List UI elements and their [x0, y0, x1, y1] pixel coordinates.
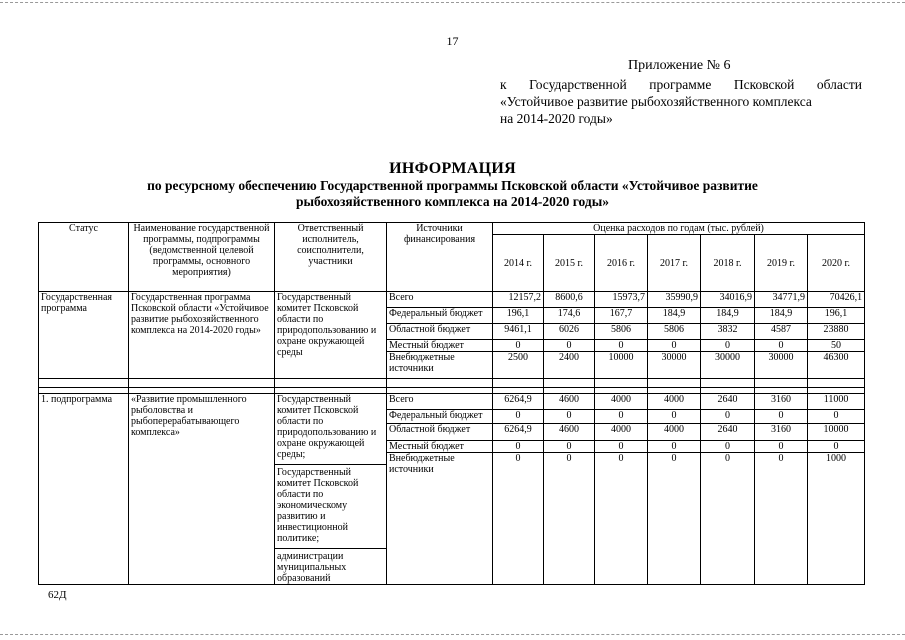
scan-edge-bottom: [0, 634, 905, 635]
value-cell: 0: [648, 452, 701, 584]
value-cell: 174,6: [544, 308, 595, 324]
value-cell: 184,9: [755, 308, 808, 324]
value-cell: 184,9: [701, 308, 755, 324]
value-cell: 12157,2: [493, 292, 544, 308]
value-cell: 0: [595, 440, 648, 452]
table-row: [39, 292, 865, 308]
value-cell: 0: [701, 452, 755, 584]
subprogram-responsible: [275, 394, 387, 585]
value-cell: 34016,9: [701, 292, 755, 308]
page-number: 17: [446, 34, 459, 48]
header-year: 2016 г.: [595, 235, 648, 292]
value-cell: 4587: [755, 324, 808, 340]
value-cell: 0: [755, 340, 808, 352]
value-cell: 0: [595, 410, 648, 424]
value-cell: 10000: [808, 424, 865, 440]
resource-table: [38, 222, 865, 585]
header-estimate: Оценка расходов по годам (тыс. рублей): [493, 223, 865, 235]
header-year: 2015 г.: [544, 235, 595, 292]
appendix-line-3: на 2014-2020 годы»: [500, 111, 613, 126]
header-status: Статус: [39, 223, 129, 292]
value-cell: 0: [755, 410, 808, 424]
source-label: Областной бюджет: [387, 424, 493, 440]
value-cell: 2640: [701, 394, 755, 410]
value-cell: 4000: [648, 394, 701, 410]
value-cell: 35990,9: [648, 292, 701, 308]
value-cell: 5806: [595, 324, 648, 340]
program-responsible: Государственный комитет Псковской области по природопользованию и охране окружающей среды: [275, 292, 387, 379]
value-cell: 0: [755, 452, 808, 584]
value-cell: 0: [493, 340, 544, 352]
value-cell: 11000: [808, 394, 865, 410]
value-cell: 196,1: [493, 308, 544, 324]
appendix-line-2: «Устойчивое развитие рыбохозяйственного комплекса: [500, 94, 812, 109]
value-cell: 6264,9: [493, 394, 544, 410]
value-cell: 0: [544, 452, 595, 584]
header-year: 2014 г.: [493, 235, 544, 292]
appendix-text: [500, 76, 862, 127]
value-cell: 184,9: [648, 308, 701, 324]
value-cell: 70426,1: [808, 292, 865, 308]
value-cell: 9461,1: [493, 324, 544, 340]
source-label: Федеральный бюджет: [387, 308, 493, 324]
value-cell: 50: [808, 340, 865, 352]
value-cell: 0: [808, 410, 865, 424]
value-cell: 2640: [701, 424, 755, 440]
value-cell: 30000: [755, 352, 808, 379]
value-cell: 15973,7: [595, 292, 648, 308]
table-row: [39, 394, 865, 410]
value-cell: 6026: [544, 324, 595, 340]
value-cell: 0: [701, 340, 755, 352]
source-label: Всего: [387, 292, 493, 308]
value-cell: 0: [648, 410, 701, 424]
subprogram-status: 1. подпрограмма: [39, 394, 129, 585]
header-year: 2019 г.: [755, 235, 808, 292]
value-cell: 2400: [544, 352, 595, 379]
value-cell: 8600,6: [544, 292, 595, 308]
header-sources: Источники финансирования: [387, 223, 493, 292]
value-cell: 0: [544, 410, 595, 424]
appendix-line-1: к Государственной программе Псковской области: [500, 77, 862, 92]
value-cell: 30000: [648, 352, 701, 379]
value-cell: 0: [493, 452, 544, 584]
document-heading: ИНФОРМАЦИЯ: [389, 160, 516, 177]
value-cell: 5806: [648, 324, 701, 340]
source-label: Всего: [387, 394, 493, 410]
value-cell: 0: [493, 440, 544, 452]
source-label: Внебюджетные источники: [387, 452, 493, 584]
header-name: Наименование государственной программы, подпрограммы (ведомственной целевой программы, основного мероприятия): [129, 223, 275, 292]
value-cell: 0: [493, 410, 544, 424]
program-name: Государственная программа Псковской области «Устойчивое развитие рыбохозяйственного комплекса на 2014-2020 годы»: [129, 292, 275, 379]
header-year: 2018 г.: [701, 235, 755, 292]
source-label: Местный бюджет: [387, 340, 493, 352]
value-cell: 34771,9: [755, 292, 808, 308]
responsible-entry: администрации муниципальных образований: [277, 551, 347, 584]
subheading-line-1: по ресурсному обеспечению Государственной программы Псковской области «Устойчивое развитие: [147, 178, 758, 193]
value-cell: 4600: [544, 394, 595, 410]
value-cell: 1000: [808, 452, 865, 584]
program-status: Государственная программа: [39, 292, 129, 379]
source-label: Местный бюджет: [387, 440, 493, 452]
footer-code: 62Д: [48, 589, 67, 601]
header-year: 2017 г.: [648, 235, 701, 292]
subprogram-name: «Развитие промышленного рыболовства и рыбоперерабатывающего комплекса»: [129, 394, 275, 585]
responsible-entry: Государственный комитет Псковской области по природопользованию и охране окружающей среды;: [275, 394, 386, 465]
value-cell: 196,1: [808, 308, 865, 324]
value-cell: 167,7: [595, 308, 648, 324]
value-cell: 4000: [595, 424, 648, 440]
value-cell: 3832: [701, 324, 755, 340]
responsible-entry: Государственный комитет Псковской области по экономическому развитию и инвестиционной политике;: [275, 465, 386, 549]
value-cell: 0: [701, 440, 755, 452]
value-cell: 0: [544, 340, 595, 352]
value-cell: 6264,9: [493, 424, 544, 440]
value-cell: 4000: [648, 424, 701, 440]
source-label: Внебюджетные источники: [387, 352, 493, 379]
value-cell: 3160: [755, 394, 808, 410]
value-cell: 4600: [544, 424, 595, 440]
value-cell: 0: [544, 440, 595, 452]
value-cell: 0: [701, 410, 755, 424]
value-cell: 4000: [595, 394, 648, 410]
value-cell: 0: [595, 340, 648, 352]
value-cell: 0: [648, 440, 701, 452]
header-year: 2020 г.: [808, 235, 865, 292]
value-cell: 3160: [755, 424, 808, 440]
spacer-row: [39, 379, 865, 388]
value-cell: 30000: [701, 352, 755, 379]
document-subheading: [90, 178, 815, 210]
value-cell: 10000: [595, 352, 648, 379]
source-label: Федеральный бюджет: [387, 410, 493, 424]
value-cell: 2500: [493, 352, 544, 379]
value-cell: 46300: [808, 352, 865, 379]
scan-edge-top: [0, 2, 905, 3]
value-cell: 23880: [808, 324, 865, 340]
value-cell: 0: [595, 452, 648, 584]
source-label: Областной бюджет: [387, 324, 493, 340]
value-cell: 0: [755, 440, 808, 452]
value-cell: 0: [648, 340, 701, 352]
header-responsible: Ответственный исполнитель, соисполнители, участники: [275, 223, 387, 292]
value-cell: 0: [808, 440, 865, 452]
subheading-line-2: рыбохозяйственного комплекса на 2014-2020 годы»: [295, 194, 610, 209]
appendix-title: Приложение № 6: [628, 58, 731, 73]
